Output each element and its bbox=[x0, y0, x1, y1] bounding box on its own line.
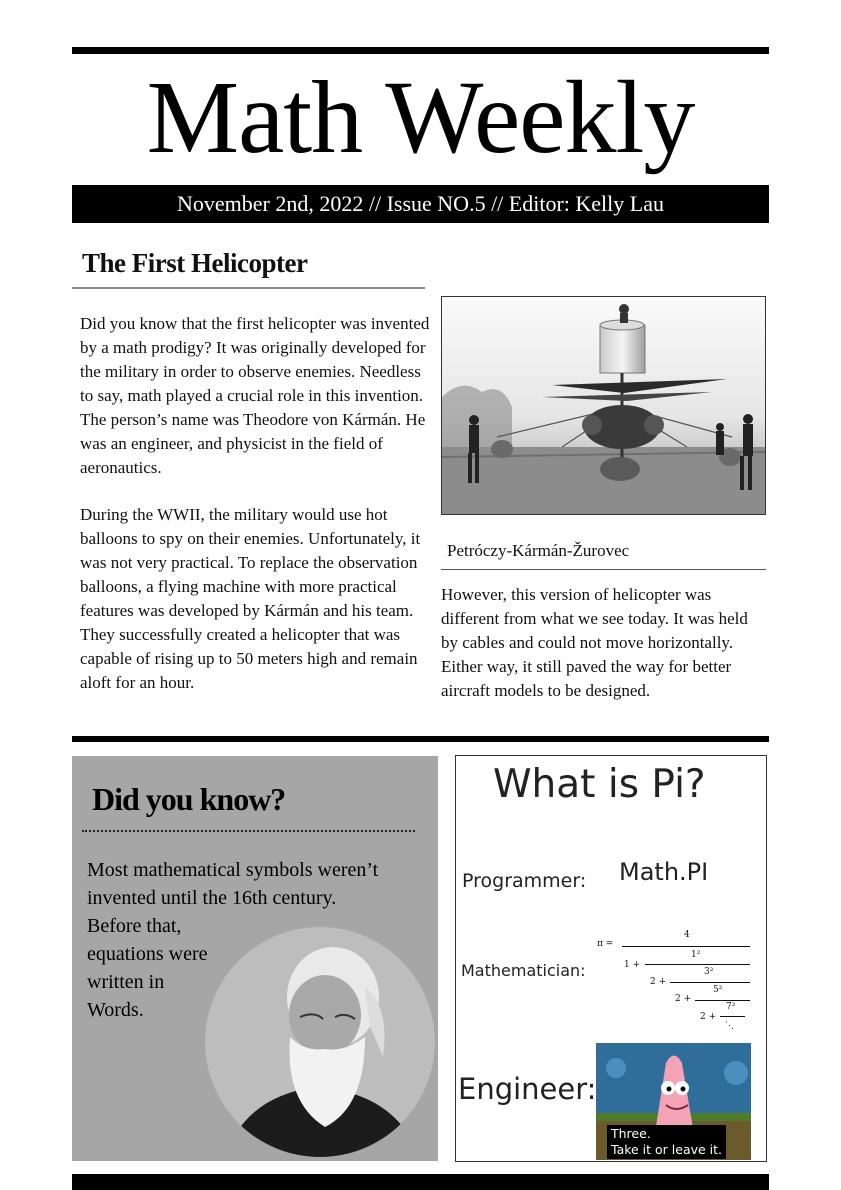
fraction-n1: 4 bbox=[684, 930, 690, 940]
masthead-title: Math Weekly bbox=[146, 60, 695, 175]
helicopter-paragraph-1: Did you know that the first helicopter was invented by a math prodigy? It was originally developed for the military in order to observe enemies. Needless to say, math played a crucial role in this invention. The person’s name was Theodore von Kármán. He was an engineer, and physicist in the field of aeronautics. bbox=[80, 314, 430, 477]
engineer-label: Engineer: bbox=[458, 1072, 597, 1106]
patrick-caption bbox=[607, 1125, 726, 1159]
helicopter-heading-rule bbox=[72, 287, 425, 289]
patrick-caption-line-1: Three. bbox=[611, 1126, 651, 1141]
fraction-n4: 5² bbox=[713, 985, 723, 995]
fraction-n5: 7² bbox=[726, 1002, 736, 1012]
dyk-line: equations were bbox=[87, 943, 208, 965]
caption-rule bbox=[441, 569, 766, 570]
fraction-d4: 2 + bbox=[700, 1012, 717, 1022]
fraction-n2: 1² bbox=[691, 950, 701, 960]
helicopter-photo bbox=[441, 296, 766, 515]
helicopter-heading: The First Helicopter bbox=[82, 248, 308, 278]
fraction-d2: 2 + bbox=[650, 977, 667, 987]
dateline-bar: November 2nd, 2022 // Issue NO.5 // Editor: Kelly Lau bbox=[72, 185, 769, 223]
helicopter-paragraph-2: During the WWII, the military would use hot balloons to spy on their enemies. Unfortunately, it was not very practical. To replace the observation balloons, a flying machine with more practical features was developed by Kármán and his team. They successfully created a helicopter that was capable of rising up to 50 meters high and remain aloft for an hour. bbox=[80, 505, 421, 692]
programmer-value: Math.PI bbox=[619, 858, 709, 886]
dyk-line: invented until the 16th century. bbox=[87, 887, 337, 909]
helicopter-paragraph-3: However, this version of helicopter was different from what we see today. It was held by cables and could not move horizontally. Either way, it still paved the way for better aircraft models to be designed. bbox=[441, 585, 748, 700]
programmer-label: Programmer: bbox=[462, 870, 587, 892]
dyk-line: Most mathematical symbols weren’t bbox=[87, 859, 379, 881]
fraction-dots: ⋱ bbox=[725, 1021, 734, 1031]
bearded-man-portrait bbox=[205, 927, 435, 1157]
helicopter-photo-illustration bbox=[442, 297, 765, 514]
patrick-meme-image bbox=[596, 1043, 751, 1160]
did-you-know-heading: Did you know? bbox=[92, 781, 286, 817]
meme-title: What is Pi? bbox=[493, 762, 706, 807]
bottom-rule bbox=[72, 1174, 769, 1190]
portrait-illustration bbox=[205, 927, 435, 1157]
dyk-line: Before that, bbox=[87, 915, 182, 937]
fraction-n3: 3² bbox=[704, 967, 714, 977]
top-rule bbox=[72, 47, 769, 54]
fraction-bar-2 bbox=[645, 964, 750, 965]
fraction-bar-3 bbox=[670, 982, 750, 983]
fraction-pi: π = bbox=[597, 939, 614, 949]
mathematician-label: Mathematician: bbox=[461, 961, 586, 980]
patrick-caption-line-2: Take it or leave it. bbox=[611, 1142, 723, 1157]
fraction-bar-5 bbox=[720, 1016, 745, 1017]
dyk-line: Words. bbox=[87, 999, 144, 1021]
fraction-d3: 2 + bbox=[675, 994, 692, 1004]
dyk-line: written in bbox=[87, 971, 165, 993]
did-you-know-dotted-rule bbox=[82, 830, 415, 832]
section-rule bbox=[72, 736, 769, 742]
fraction-bar-1 bbox=[622, 946, 750, 947]
fraction-bar-4 bbox=[695, 1000, 750, 1001]
fraction-d1: 1 + bbox=[624, 960, 641, 970]
photo-caption: Petróczy-Kármán-Žurovec bbox=[447, 541, 630, 560]
